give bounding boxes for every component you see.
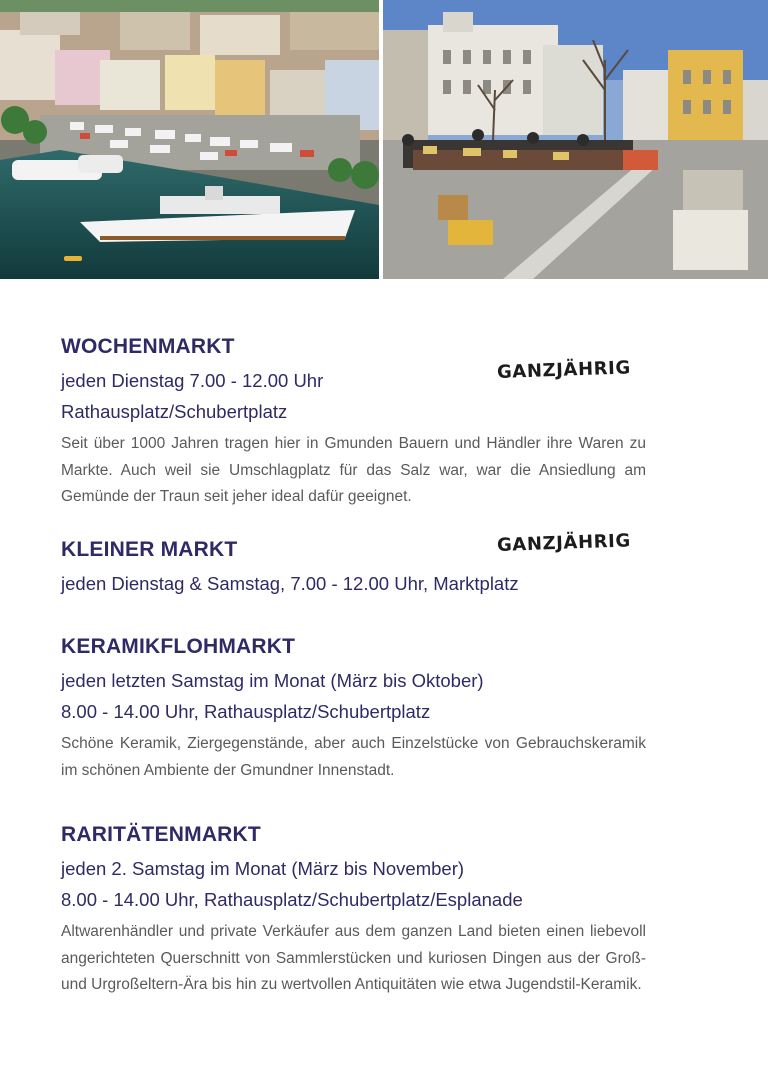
market-location: 8.00 - 14.00 Uhr, Rathausplatz/Schubertplatz: [61, 701, 431, 722]
market-description: Schöne Keramik, Ziergegenstände, aber auch Einzelstücke von Gebrauchskeramik im schönen Ambiente der Gmundner Innenstadt.: [61, 735, 646, 779]
market-kleiner-markt: [61, 537, 646, 599]
market-description: Altwarenhändler und private Verkäufer aus dem ganzen Land bieten einen liebevoll angerichteten Querschnitt von Sammlerstücken und kuriosen Dingen aus der Groß- und Urgroßeltern-Ära bis hin zu wertvollen Antiquitäten wie etwa Jugendstil-Keramik.: [61, 923, 646, 993]
harbor-aerial-photo: [0, 0, 379, 279]
market-wochenmarkt: [61, 334, 646, 511]
market-raritaetenmarkt: [61, 822, 646, 999]
market-schedule: jeden 2. Samstag im Monat (März bis November): [61, 858, 465, 879]
market-description: Seit über 1000 Jahren tragen hier in Gmunden Bauern und Händler ihre Waren zu Markte. Auch weil sie Umschlagplatz für das Salz war, war die Ansiedlung am Gemünde der Traun seit jeher ideal dafür geeignet.: [61, 435, 646, 505]
market-schedule: jeden Dienstag 7.00 - 12.00 Uhr: [61, 370, 324, 391]
market-location: 8.00 - 14.00 Uhr, Rathausplatz/Schubertplatz/Esplanade: [61, 889, 523, 910]
market-schedule: jeden Dienstag & Samstag, 7.00 - 12.00 Uhr, Marktplatz: [61, 573, 519, 594]
market-square-image: [383, 0, 768, 279]
market-title: KLEINER MARKT: [61, 538, 238, 561]
market-title: RARITÄTENMARKT: [61, 823, 261, 846]
year-round-badge-1: GANZJÄHRIG: [496, 357, 632, 383]
market-schedule: jeden letzten Samstag im Monat (März bis Oktober): [61, 670, 484, 691]
market-square-photo: [383, 0, 768, 279]
market-keramikflohmarkt: [61, 634, 646, 784]
harbor-aerial-image: [0, 0, 379, 279]
market-location: Rathausplatz/Schubertplatz: [61, 401, 288, 422]
market-title: KERAMIKFLOHMARKT: [61, 635, 296, 658]
year-round-badge-2: GANZJÄHRIG: [496, 530, 632, 556]
market-title: WOCHENMARKT: [61, 335, 235, 358]
photo-strip: [0, 0, 768, 279]
